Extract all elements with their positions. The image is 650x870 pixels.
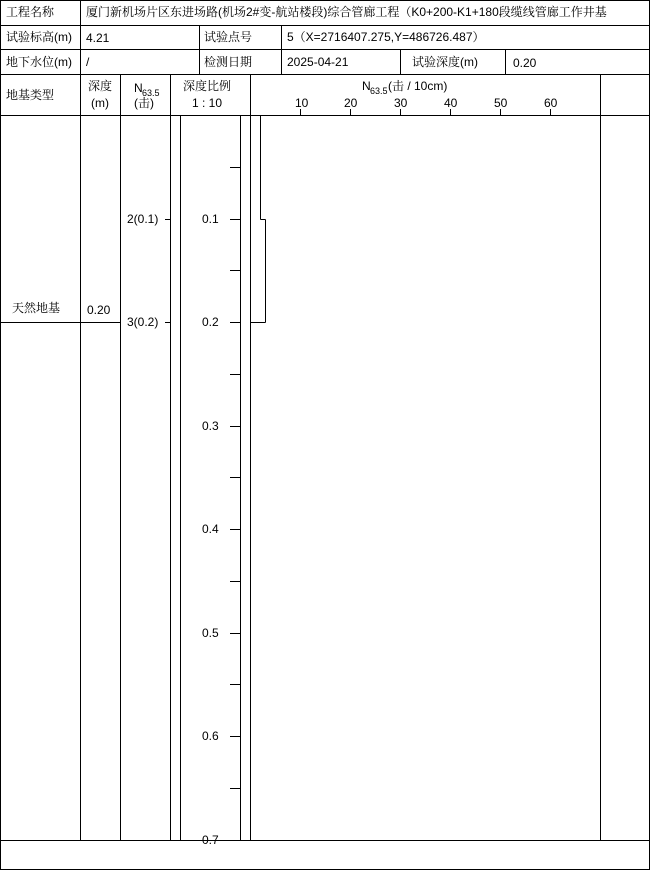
- point-label: 试验点号: [204, 30, 253, 44]
- depth-tick-label: 0.5: [202, 626, 219, 640]
- project-label: 工程名称: [6, 5, 55, 19]
- scale-header: 深度比例: [183, 79, 232, 93]
- test-date-label: 检测日期: [204, 55, 253, 69]
- depth-unit-header: (m): [91, 96, 109, 110]
- x-tick-label: 10: [295, 96, 309, 110]
- water-level-value: /: [86, 55, 90, 69]
- n-reading: 2(0.1): [127, 212, 159, 226]
- depth-tick-label: 0.4: [202, 522, 219, 536]
- depth-tick-label: 0.1: [202, 212, 219, 226]
- soil-type-name: 天然地基: [12, 301, 61, 315]
- chart-title-subscript: 63.5: [370, 86, 388, 96]
- elevation-value: 4.21: [86, 31, 110, 45]
- project-name: 厦门新机场片区东进场路(机场2#变-航站楼段)综合管廊工程（K0+200-K1+180段缆线管廊工作井基: [86, 5, 607, 19]
- n-header-symbol: N: [134, 81, 143, 95]
- soil-type-header: 地基类型: [6, 88, 55, 102]
- x-tick-label: 50: [494, 96, 508, 110]
- n-reading: 3(0.2): [127, 315, 159, 329]
- test-depth-value: 0.20: [513, 56, 537, 70]
- depth-header: 深度: [88, 79, 113, 93]
- layer-bottom-depth: 0.20: [87, 303, 111, 317]
- depth-tick-label: 0.2: [202, 315, 219, 329]
- elevation-label: 试验标高(m): [6, 30, 72, 44]
- depth-tick-label: 0.7: [202, 833, 219, 847]
- point-value: 5（X=2716407.275,Y=486726.487）: [287, 30, 485, 44]
- water-level-label: 地下水位(m): [6, 55, 72, 69]
- x-tick-label: 60: [544, 96, 558, 110]
- scale-ratio-header: 1 : 10: [192, 96, 223, 110]
- chart-title-symbol: N: [362, 79, 371, 93]
- depth-tick-label: 0.6: [202, 729, 219, 743]
- x-tick-label: 30: [394, 96, 408, 110]
- x-tick-label: 40: [444, 96, 458, 110]
- n-header-subscript: 63.5: [142, 88, 160, 98]
- depth-tick-label: 0.3: [202, 419, 219, 433]
- x-tick-label: 20: [344, 96, 358, 110]
- test-depth-label: 试验深度(m): [412, 55, 478, 69]
- chart-title-unit: (击 / 10cm): [388, 79, 448, 93]
- test-date-value: 2025-04-21: [287, 55, 349, 69]
- n-header-unit: (击): [134, 96, 154, 110]
